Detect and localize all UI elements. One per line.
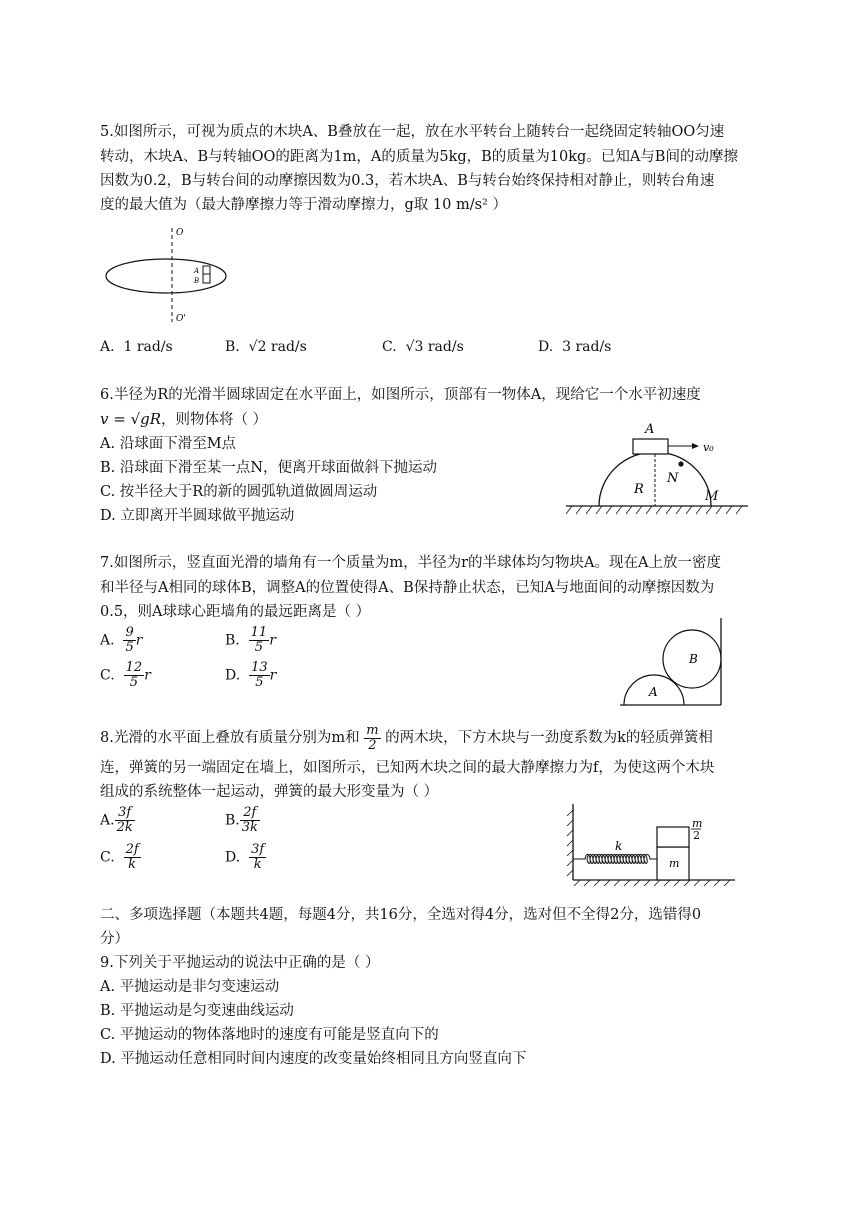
label-b: B [194, 277, 200, 285]
upper-block [657, 827, 689, 847]
q9-option-a[interactable]: A. 平抛运动是非匀变速运动 [100, 979, 280, 995]
label-m: M [705, 489, 719, 504]
section2-heading-line-2: 分） [100, 931, 129, 947]
arrow-head-icon [692, 443, 699, 449]
q5-stem-line-2: 转动，木块A、B与转轴OO的距离为1m，A的质量为5kg，B的质量为10kg。已知A与B间的动摩擦 [100, 149, 738, 165]
block-a [633, 439, 668, 454]
label-m-lower: m [669, 857, 680, 870]
q7-stem-line-2: 和半径与A相同的球体B，调整A的位置使得A、B保持静止状态，已知A与地面间的动摩擦因数为 [100, 580, 715, 596]
label-a: A [645, 422, 655, 437]
label-o-top: O [176, 228, 184, 238]
label-m-upper-den: 2 [693, 829, 700, 842]
q6-option-b[interactable]: B. 沿球面下滑至某一点N，便离开球面做斜下抛运动 [100, 460, 438, 476]
q5-turntable-figure [100, 222, 240, 332]
q5-stem-line-1: 5.如图所示，可视为质点的木块A、B叠放在一起，放在水平转台上随转台一起绕固定转轴OO匀速 [100, 124, 725, 140]
q7-stem-line-1: 7.如图所示，竖直面光滑的墙角有一个质量为m，半径为r的半球体均匀物块A。现在A上放一密度 [100, 555, 721, 571]
ground-hatching [566, 506, 742, 514]
q6-stem-line-2: v = √gR，则物体将（ ） [100, 410, 268, 428]
label-b: B [689, 652, 698, 666]
label-v0: v₀ [703, 441, 714, 454]
q9-option-c[interactable]: C. 平抛运动的物体落地时的速度有可能是竖直向下的 [100, 1027, 439, 1043]
label-a: A [649, 685, 658, 699]
floor-hatching [574, 880, 730, 886]
q7-wall-corner-figure [618, 616, 730, 712]
label-r: R [634, 482, 644, 497]
q5-option-a[interactable]: A. 1 rad/s [100, 339, 173, 355]
q8-option-d[interactable]: D. $\frac{3f}{k}$ [225, 842, 265, 872]
q5-option-c[interactable]: C. √3 rad/s [382, 339, 464, 355]
q8-stem-line-2: 连，弹簧的另一端固定在墙上，如图所示，已知两木块之间的最大静摩擦力为f，为使这两个木块 [100, 760, 715, 776]
q8-stem-line-3: 组成的系统整体一起运动，弹簧的最大形变量为（ ） [100, 784, 439, 800]
q7-option-c[interactable]: C. $\frac{12}{5}$ r [100, 660, 151, 690]
q5-option-b[interactable]: B. √2 rad/s [225, 339, 307, 355]
q9-option-b[interactable]: B. 平抛运动是匀变速曲线运动 [100, 1003, 294, 1019]
label-a: A [194, 267, 200, 275]
point-n [678, 461, 683, 466]
label-m-upper-num: m [692, 817, 703, 830]
q8-option-c[interactable]: C. $\frac{2f}{k}$ [100, 842, 139, 872]
q9-stem: 9.下列关于平抛运动的说法中正确的是（ ） [100, 955, 380, 971]
q5-stem-line-3: 因数为0.2，B与转台间的动摩擦因数为0.3，若木块A、B与转台始终保持相对静止，则转台角速 [100, 173, 715, 189]
q7-option-b[interactable]: B. $\frac{11}{5}$ r [225, 625, 276, 655]
q7-stem-line-3: 0.5，则A球球心距墙角的最远距离是（ ） [100, 604, 371, 620]
spring [573, 855, 657, 864]
q7-option-a[interactable]: A. $\frac{9}{5}$ r [100, 625, 143, 655]
q8-spring-figure [565, 800, 740, 890]
q8-option-b[interactable]: B. $\frac{2f}{3k}$ [225, 805, 258, 835]
q6-velocity-formula: v = √gR [100, 410, 162, 428]
q9-option-d[interactable]: D. 平抛运动任意相同时间内速度的改变量始终相同且方向竖直向下 [100, 1051, 527, 1067]
section2-heading-line-1: 二、多项选择题（本题共4题，每题4分，共16分，全选对得4分，选对但不全得2分，选错得0 [100, 907, 702, 923]
wall-hatching [567, 810, 573, 876]
q6-stem-line-1: 6.半径为R的光滑半圆球固定在水平面上，如图所示，顶部有一物体A，现给它一个水平初速度 [100, 387, 701, 403]
q5-option-d[interactable]: D. 3 rad/s [538, 339, 612, 355]
q6-option-a[interactable]: A. 沿球面下滑至M点 [100, 436, 237, 452]
q5-stem-line-4: 度的最大值为（最大静摩擦力等于滑动摩擦力，g取 10 m/s² ） [100, 197, 507, 213]
q7-option-d[interactable]: D. $\frac{13}{5}$ r [225, 660, 277, 690]
q6-option-d[interactable]: D. 立即离开半圆球做平抛运动 [100, 508, 295, 524]
q6-option-c[interactable]: C. 按半径大于R的新的圆弧轨道做圆周运动 [100, 484, 378, 500]
q6-hemisphere-figure [562, 418, 752, 518]
label-k: k [615, 839, 623, 853]
q8-option-a[interactable]: A. $\frac{3f}{2k}$ [100, 805, 133, 835]
q8-stem-line-1: 8.光滑的水平面上叠放有质量分别为m和 $\frac{m}{2}$ 的两木块，下方木块与一劲度系数为k的轻质弹簧相 [100, 722, 713, 753]
label-o-bottom: O' [176, 314, 186, 324]
label-n: N [667, 471, 679, 486]
